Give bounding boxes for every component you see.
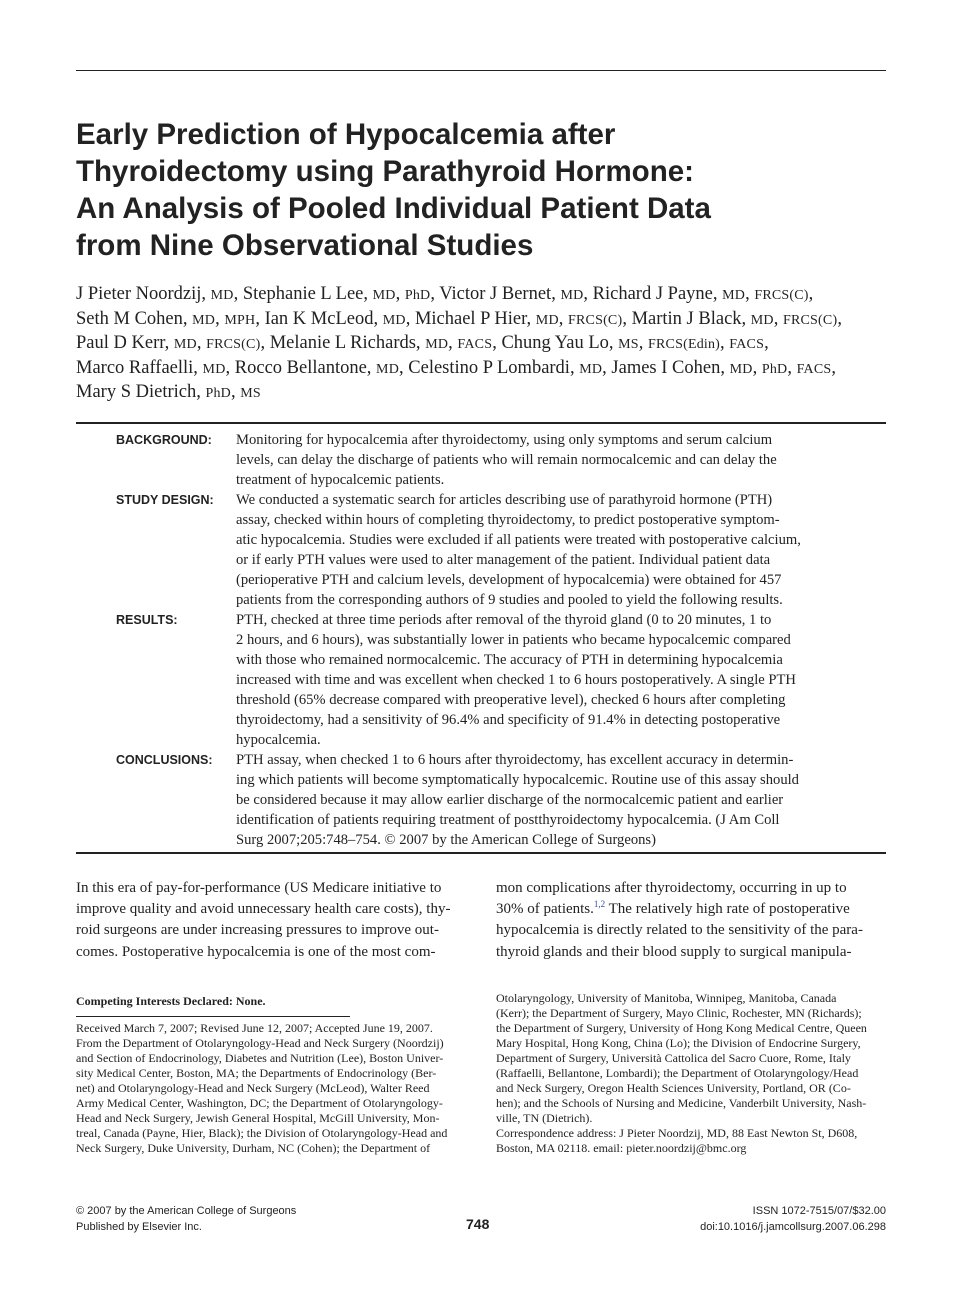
author-name: , Rocco Bellantone, [225, 357, 377, 378]
author-degree: MS [618, 337, 639, 352]
abstract-line: atic hypocalcemia. Studies were excluded if all patients were treated with postoperative calcium, [236, 532, 801, 548]
author-line [76, 283, 891, 308]
body-line: comes. Postoperative hypocalcemia is one of the most com- [76, 943, 436, 960]
footer-left [76, 1204, 296, 1235]
author-degree: MS [240, 386, 261, 401]
author-name: , Ian K McLeod, [255, 308, 383, 329]
body-column-left [76, 878, 466, 963]
article-title [76, 116, 886, 264]
footnote-rule [76, 1016, 350, 1017]
abstract-text [236, 610, 838, 750]
author-line [76, 332, 891, 357]
author-degree: PhD [205, 386, 231, 401]
author-degree: MD [560, 288, 584, 303]
author-name: , [837, 308, 842, 329]
footnote-line: Received March 7, 2007; Revised June 12, 2007; Accepted June 19, 2007. [76, 1021, 433, 1035]
abstract-text [236, 490, 838, 610]
footnote-line: From the Department of Otolaryngology-Head and Neck Surgery (Noordzij) [76, 1036, 444, 1050]
author-name: , [230, 382, 241, 402]
abstract-line: Surg 2007;205:748–754. © 2007 by the American College of Surgeons) [236, 832, 656, 848]
header-rule [76, 70, 886, 71]
abstract-label: CONCLUSIONS: [116, 753, 213, 767]
author-name: , [215, 308, 225, 329]
author-degree: MD [192, 312, 216, 328]
author-degree: MD [372, 288, 396, 303]
abstract-line: 2 hours, and 6 hours), was substantially lower in patients who became hypocalcemic compared [236, 632, 791, 648]
body-line: In this era of pay-for-performance (US Medicare initiative to [76, 880, 442, 896]
author-list [76, 283, 891, 406]
author-degree: MD [376, 361, 400, 377]
publisher: Published by Elsevier Inc. [76, 1220, 202, 1233]
author-line [76, 357, 891, 382]
author-degree: FACS [457, 337, 493, 352]
author-line [76, 381, 891, 406]
footer-right [700, 1204, 886, 1235]
author-name: , [395, 284, 405, 304]
author-name: Mary S Dietrich, [76, 382, 206, 402]
abstract-line: threshold (65% decrease compared with preoperative level), checked 6 hours after completing [236, 692, 786, 708]
author-degree: MPH [224, 312, 256, 328]
issn: ISSN 1072-7515/07/$32.00 [752, 1205, 886, 1217]
body-column-right [496, 878, 886, 963]
body-line: improve quality and avoid unnecessary health care costs), thy- [76, 901, 451, 918]
abstract-label: RESULTS: [116, 613, 178, 627]
author-name: , [831, 357, 836, 378]
author-degree: MD [535, 312, 559, 328]
footnote-line: hen); and the Schools of Nursing and Medicine, Vanderbilt University, Nash- [496, 1096, 867, 1110]
author-name: , Martin J Black, [622, 308, 751, 329]
footnote-line: and Section of Endocrinology, Diabetes and Nutrition (Lee), Boston Univer- [76, 1051, 444, 1065]
footnote-line: ville, TN (Dietrich). [496, 1111, 593, 1125]
competing-interests: Competing Interests Declared: None. [76, 994, 266, 1008]
title-line: An Analysis of Pooled Individual Patient Data [76, 192, 711, 225]
footnote-line: treal, Canada (Payne, Hier, Black); the Division of Otolaryngology-Head and [76, 1126, 448, 1140]
abstract-line: treatment of hypocalcemic patients. [236, 472, 445, 488]
author-name: , [773, 308, 783, 329]
reference-link[interactable]: 1,2 [593, 899, 606, 910]
author-degree: MD [750, 312, 774, 328]
author-degree: MD [210, 288, 234, 303]
author-name: , [752, 357, 762, 378]
abstract-box [76, 422, 886, 854]
author-degree: FRCS(Edin) [648, 337, 721, 352]
author-degree: FACS [796, 361, 832, 377]
footnote-line: Neck Surgery, Duke University, Durham, NC (Cohen); the Department of [76, 1141, 431, 1155]
body-line: hypocalcemia is directly related to the sensitivity of the para- [496, 922, 863, 939]
author-degree: FRCS(C) [206, 337, 261, 352]
footnote-line: the Department of Surgery, University of Hong Kong Medical Centre, Queen [496, 1021, 867, 1035]
abstract-line: increased with time and was excellent when checked 1 to 6 hours postoperatively. A single PTH [236, 672, 796, 688]
author-name: , [558, 308, 569, 329]
footnote-right [496, 991, 867, 1156]
doi-link[interactable]: doi:10.1016/j.jamcollsurg.2007.06.298 [700, 1220, 886, 1233]
copyright-notice: © 2007 by the American College of Surgeons [76, 1205, 297, 1217]
abstract-line: assay, checked within hours of completing thyroidectomy, to predict postoperative symptom- [236, 512, 780, 528]
body-line: thyroid glands and their blood supply to surgical manipula- [496, 943, 852, 960]
title-line: Early Prediction of Hypocalcemia after [76, 118, 616, 151]
body-text: The relatively high rate of postoperative [605, 901, 850, 918]
author-name: , [720, 333, 730, 353]
body-line: mon complications after thyroidectomy, occurring in up to [496, 880, 847, 896]
author-name: , Celestino P Lombardi, [399, 357, 580, 378]
footnote-line: sity Medical Center, Boston, MA; the Departments of Endocrinology (Ber- [76, 1066, 437, 1080]
abstract-line: PTH, checked at three time periods after removal of the thyroid gland (0 to 20 minutes, 1 to [236, 612, 772, 628]
author-degree: MD [382, 312, 406, 328]
footnote-line: and Neck Surgery, Oregon Health Sciences University, Portland, OR (Co- [496, 1081, 851, 1095]
author-degree: MD [722, 288, 746, 303]
abstract-line: thyroidectomy, had a sensitivity of 96.4% and specificity of 91.4% in detecting postoperative [236, 712, 781, 728]
author-name: , [196, 333, 207, 353]
abstract-line: identification of patients requiring treatment of postthyroidectomy hypocalcemia. (J Am Coll [236, 812, 780, 828]
abstract-line: with those who remained normocalcemic. The accuracy of PTH in determining hypocalcemia [236, 652, 783, 668]
author-name: , [787, 357, 797, 378]
author-degree: MD [173, 337, 197, 352]
abstract-line: or if early PTH values were used to alter management of the patient. Individual patient data [236, 552, 771, 568]
abstract-line: patients from the corresponding authors of 9 studies and pooled to yield the following results. [236, 592, 783, 608]
author-name: , [448, 333, 458, 353]
author-name: , Melanie L Richards, [260, 333, 426, 353]
footnote-line: Boston, MA 02118. email: pieter.noordzij@bmc.org [496, 1141, 747, 1155]
abstract-line: (perioperative PTH and calcium levels, development of hypocalcemia) were obtained for 457 [236, 572, 782, 588]
footnote-line: (Kerr); the Department of Surgery, Mayo Clinic, Rochester, MN (Richards); [496, 1006, 862, 1020]
author-name: , Chung Yau Lo, [492, 333, 619, 353]
author-degree: MD [202, 361, 226, 377]
body-line: roid surgeons are under increasing pressures to improve out- [76, 922, 439, 939]
author-name: , Michael P Hier, [405, 308, 536, 329]
author-name: , [764, 333, 769, 353]
author-name: Marco Raffaelli, [76, 357, 203, 378]
author-degree: MD [425, 337, 449, 352]
abstract-label: STUDY DESIGN: [116, 493, 214, 507]
abstract-line: hypocalcemia. [236, 732, 321, 748]
footnote-line: Otolaryngology, University of Manitoba, Winnipeg, Manitoba, Canada [496, 991, 837, 1005]
footnote-line: Head and Neck Surgery, Jewish General Hospital, McGill University, Mon- [76, 1111, 440, 1125]
page-number: 748 [466, 1216, 490, 1232]
abstract-text [236, 430, 838, 490]
author-degree: PhD [404, 288, 431, 303]
title-line: Thyroidectomy using Parathyroid Hormone: [76, 155, 694, 188]
abstract-line: be considered because it may allow earlier discharge of the normocalcemic patient and earlier [236, 792, 784, 808]
abstract-label: BACKGROUND: [116, 433, 212, 447]
author-name: , Stephanie L Lee, [233, 284, 373, 304]
author-line [76, 308, 891, 333]
author-degree: PhD [761, 361, 788, 377]
abstract-line: Monitoring for hypocalcemia after thyroidectomy, using only symptoms and serum calcium [236, 432, 773, 448]
footnote-line: (Raffaelli, Bellantone, Lombardi); the Department of Otolaryngology/Head [496, 1066, 859, 1080]
footnote-left [76, 1021, 447, 1156]
author-degree: FRCS(C) [783, 312, 838, 328]
author-name: Paul D Kerr, [76, 333, 174, 353]
abstract-line: PTH assay, when checked 1 to 6 hours after thyroidectomy, has excellent accuracy in determin- [236, 752, 794, 768]
author-name: , [808, 284, 814, 304]
author-name: , [745, 284, 755, 304]
abstract-line: ing which patients will become symptomatically hypocalcemic. Routine use of this assay should [236, 772, 799, 788]
footnote-line: Correspondence address: J Pieter Noordzij, MD, 88 East Newton St, D608, [496, 1126, 858, 1140]
title-line: from Nine Observational Studies [76, 229, 534, 262]
footnote-line: Mary Hospital, Hong Kong, China (Lo); the Division of Endocrine Surgery, [496, 1036, 861, 1050]
footnote-line: net) and Otolaryngology-Head and Neck Surgery (McLeod), Walter Reed [76, 1081, 430, 1095]
author-name: Seth M Cohen, [76, 308, 193, 329]
body-line [496, 899, 886, 920]
footnote-line: Department of Surgery, Università Cattolica del Sacro Cuore, Rome, Italy [496, 1051, 851, 1065]
author-degree: MD [729, 361, 753, 377]
body-text: 30% of patients. [496, 901, 594, 918]
author-name: , Richard J Payne, [583, 284, 723, 304]
abstract-line: levels, can delay the discharge of patients who will remain normocalcemic and can delay the [236, 452, 777, 468]
author-name: , James I Cohen, [602, 357, 730, 378]
abstract-line: We conducted a systematic search for articles describing use of parathyroid hormone (PTH) [236, 492, 773, 508]
author-degree: FACS [729, 337, 765, 352]
author-name: , Victor J Bernet, [430, 284, 561, 304]
author-degree: FRCS(C) [568, 312, 623, 328]
abstract-text [236, 750, 838, 850]
author-name: , [638, 333, 649, 353]
footnote-line: Army Medical Center, Washington, DC; the Department of Otolaryngology- [76, 1096, 443, 1110]
author-name: J Pieter Noordzij, [76, 284, 211, 304]
author-degree: MD [579, 361, 603, 377]
author-degree: FRCS(C) [754, 288, 809, 303]
